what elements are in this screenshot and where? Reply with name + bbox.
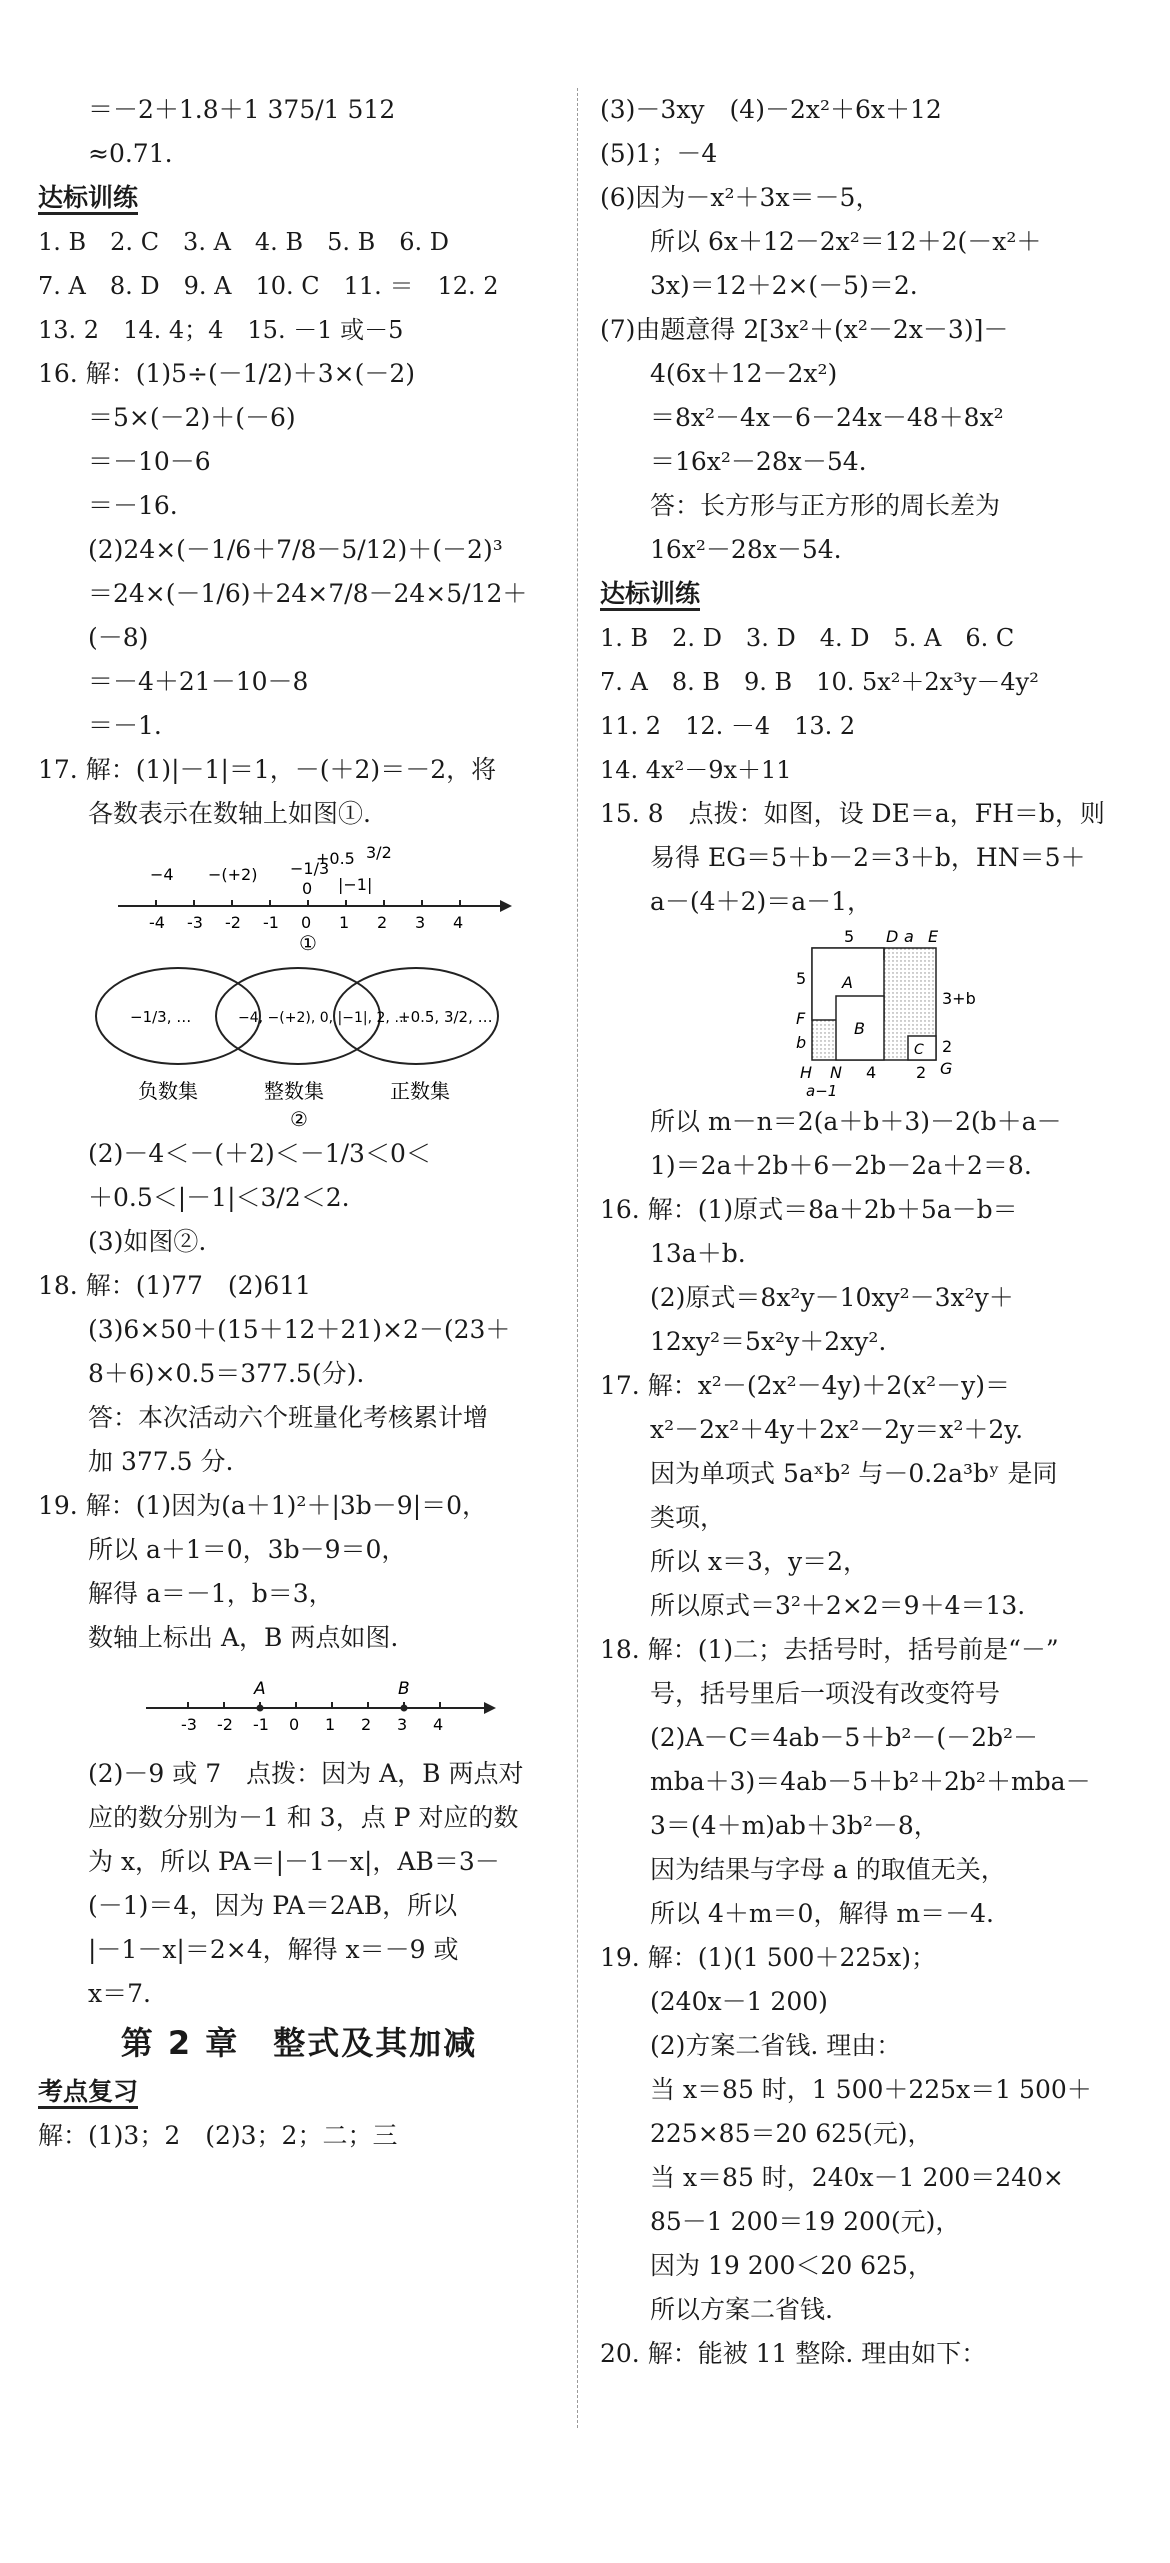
tick-label: 3 (397, 1715, 408, 1734)
fig-label: 2 (916, 1063, 927, 1082)
text-line: ＝24×(－1/6)＋24×7/8－24×5/12＋ (88, 579, 528, 608)
text-line: 1)＝2a＋2b＋6－2b－2a＋2＝8. (650, 1151, 1032, 1180)
text-line: ＝－10－6 (88, 447, 211, 476)
mark-label: −4 (150, 865, 174, 884)
text-line: ＝16x²－28x－54. (650, 447, 867, 476)
rectangle-figure (600, 924, 1120, 1100)
text-line: 16. 解：(1)5÷(－1/2)＋3×(－2) (38, 359, 415, 388)
tick-label: 0 (289, 1715, 300, 1734)
column-divider (577, 88, 578, 2428)
neg-set-items: −1/3, … (130, 1008, 192, 1026)
text-line: a－(4＋2)＝a－1， (650, 887, 873, 916)
figure-caption: ② (290, 1107, 308, 1131)
fig-label: A (842, 973, 853, 992)
text-line: 8＋6)×0.5＝377.5(分). (88, 1359, 365, 1388)
text-line: 18. 解：(1)二；去括号时，括号前是“－” (600, 1635, 1059, 1664)
text-line: (－8) (88, 623, 149, 652)
text-line: (240x－1 200) (650, 1987, 828, 2016)
fig-label: a−1 (806, 1082, 838, 1100)
answer-line: 1. B 2. D 3. D 4. D 5. A 6. C (600, 624, 1015, 652)
left-column (38, 88, 560, 2158)
text-line: ＋0.5＜|－1|＜3/2＜2. (88, 1183, 350, 1212)
text-line: 当 x＝85 时，240x－1 200＝240× (650, 2163, 1064, 2192)
text-line: 应的数分别为－1 和 3，点 P 对应的数 (88, 1803, 519, 1832)
int-set-label: 整数集 (264, 1079, 324, 1103)
section-heading: 达标训练 (38, 176, 560, 220)
text-line: 为 x，所以 PA＝|－1－x|，AB＝3－ (88, 1847, 500, 1876)
tick-label: 0 (301, 913, 312, 932)
tick-label: -2 (217, 1715, 233, 1734)
text-line: ＝－2＋1.8＋1 375/1 512 (88, 95, 396, 124)
tick-label: 3 (415, 913, 426, 932)
mark-label: −(+2) (208, 865, 258, 884)
text-line: mba＋3)＝4ab－5＋b²＋2b²＋mba－ (650, 1767, 1091, 1796)
text-line: 17. 解：x²－(2x²－4y)＋2(x²－y)＝ (600, 1371, 1011, 1400)
text-line: (7)由题意得 2[3x²＋(x²－2x－3)]－ (600, 315, 1009, 344)
tick-label: -3 (187, 913, 203, 932)
text-line: (3)如图②. (88, 1227, 207, 1256)
number-line-svg-1 (38, 836, 560, 956)
tick-label: -3 (181, 1715, 197, 1734)
tick-label: 1 (339, 913, 350, 932)
text-line: 加 377.5 分. (88, 1447, 234, 1476)
text-line: 19. 解：(1)因为(a＋1)²＋|3b－9|＝0， (38, 1491, 488, 1520)
fig-label: D (886, 927, 899, 946)
tick-label: 1 (325, 1715, 336, 1734)
text-line: ≈0.71. (88, 139, 173, 168)
text-line: ＝8x²－4x－6－24x－48＋8x² (650, 403, 1004, 432)
section-heading: 考点复习 (38, 2070, 560, 2114)
number-line-figure-2 (38, 1660, 560, 1752)
text-line: 16. 解：(1)原式＝8a＋2b＋5a－b＝ (600, 1195, 1018, 1224)
text-line: 所以方案二省钱. (650, 2295, 833, 2324)
text-line: (3)6×50＋(15＋12＋21)×2－(23＋ (88, 1315, 511, 1344)
fig-label: F (796, 1009, 806, 1028)
tick-label: -1 (253, 1715, 269, 1734)
point-b (401, 1705, 408, 1712)
text-line: ＝5×(－2)＋(－6) (88, 403, 296, 432)
text-line: (2)－4＜－(＋2)＜－1/3＜0＜ (88, 1139, 431, 1168)
tick-label: -1 (263, 913, 279, 932)
mark-label: 0 (302, 879, 313, 898)
point-b-label: B (398, 1679, 410, 1699)
text-line: |－1－x|＝2×4，解得 x＝－9 或 (88, 1935, 459, 1964)
answer-line: 7. A 8. B 9. B 10. 5x²＋2x³y－4y² (600, 668, 1039, 696)
point-a (257, 1705, 264, 1712)
right-column (600, 88, 1120, 2376)
set-diagram-figure (38, 956, 560, 1132)
mark-label: 3/2 (366, 843, 392, 862)
int-set-items: −4, −(+2), 0, |−1|, 2, … (238, 1010, 409, 1026)
tick-label: -4 (149, 913, 165, 932)
answer-line: 7. A 8. D 9. A 10. C 11. ＝ 12. 2 (38, 272, 499, 300)
text-line: ＝－1. (88, 711, 162, 740)
text-line: (2)方案二省钱. 理由： (650, 2031, 902, 2060)
answer-line: 14. 4x²－9x＋11 (600, 756, 792, 784)
tick-label: 2 (361, 1715, 372, 1734)
text-line: 号，括号里后一项没有改变符号 (650, 1679, 1001, 1708)
text-line: 20. 解：能被 11 整除. 理由如下： (600, 2339, 987, 2368)
section-heading: 达标训练 (600, 572, 1120, 616)
text-line: 13a＋b. (650, 1239, 746, 1268)
text-line: 所以 x＝3，y＝2， (650, 1547, 868, 1576)
text-line: 所以 m－n＝2(a＋b＋3)－2(b＋a－ (650, 1107, 1062, 1136)
text-line: 因为结果与字母 a 的取值无关， (650, 1855, 1006, 1884)
text-line: 18. 解：(1)77 (2)611 (38, 1271, 312, 1300)
tick-label: 4 (453, 913, 464, 932)
fig-label: E (928, 927, 939, 946)
tick-label: -2 (225, 913, 241, 932)
text-line: 85－1 200＝19 200(元)， (650, 2207, 961, 2236)
text-line: (2)原式＝8x²y－10xy²－3x²y＋ (650, 1283, 1014, 1312)
text-line: 易得 EG＝5＋b－2＝3＋b，HN＝5＋ (650, 843, 1086, 872)
fig-label: 2 (942, 1037, 953, 1056)
tick-label: 2 (377, 913, 388, 932)
text-line: ＝－16. (88, 491, 178, 520)
text-line: 16x²－28x－54. (650, 535, 842, 564)
figure-caption: ① (299, 931, 317, 955)
text-line: (2)－9 或 7 点拨：因为 A，B 两点对 (88, 1759, 524, 1788)
text-line: 所以原式＝3²＋2×2＝9＋4＝13. (650, 1591, 1026, 1620)
pos-set-label: 正数集 (390, 1079, 450, 1103)
fig-label: 5 (844, 927, 855, 946)
text-line: 15. 8 点拨：如图，设 DE＝a，FH＝b，则 (600, 799, 1105, 828)
text-line: 数轴上标出 A，B 两点如图. (88, 1623, 399, 1652)
text-line: 4(6x＋12－2x²) (650, 359, 838, 388)
text-line: 当 x＝85 时，1 500＋225x＝1 500＋ (650, 2075, 1092, 2104)
text-line: 3x)＝12＋2×(－5)＝2. (650, 271, 918, 300)
fig-label: C (914, 1042, 924, 1058)
text-line: 类项， (650, 1503, 726, 1532)
chapter-title: 第 2 章 整式及其加减 (120, 2024, 478, 2062)
text-line: x²－2x²＋4y＋2x²－2y＝x²＋2y. (650, 1415, 1024, 1444)
number-line-svg-2 (38, 1660, 560, 1752)
point-a-label: A (254, 1679, 266, 1699)
text-line: ＝－4＋21－10－8 (88, 667, 309, 696)
text-line: (2)24×(－1/6＋7/8－5/12)＋(－2)³ (88, 535, 503, 564)
text-line: 解：(1)3；2 (2)3；2；二；三 (38, 2121, 398, 2150)
fig-label: b (796, 1033, 807, 1052)
mark-label: |−1| (338, 875, 373, 894)
text-line: 所以 a＋1＝0，3b－9＝0， (88, 1535, 407, 1564)
fig-label: 3+b (942, 989, 976, 1008)
text-line: (－1)＝4，因为 PA＝2AB，所以 (88, 1891, 458, 1920)
answer-line: 1. B 2. C 3. A 4. B 5. B 6. D (38, 228, 450, 256)
text-line: (3)－3xy (4)－2x²＋6x＋12 (600, 95, 942, 124)
tick-label: 4 (433, 1715, 444, 1734)
text-line: (6)因为－x²＋3x＝－5， (600, 183, 881, 212)
answer-line: 13. 2 14. 4；4 15. －1 或－5 (38, 316, 404, 344)
mark-label: +0.5 (316, 849, 355, 868)
text-line: x＝7. (88, 1979, 151, 2008)
answer-line: 11. 2 12. －4 13. 2 (600, 712, 856, 740)
text-line: 答：本次活动六个班量化考核累计增 (88, 1403, 489, 1432)
text-line: 12xy²＝5x²y＋2xy². (650, 1327, 887, 1356)
text-line: 所以 6x＋12－2x²＝12＋2(－x²＋ (650, 227, 1042, 256)
text-line: 各数表示在数轴上如图①. (88, 799, 371, 828)
set-diagram-svg (38, 956, 560, 1132)
rectangle-svg (600, 924, 1120, 1100)
text-line: 19. 解：(1)(1 500＋225x)； (600, 1943, 937, 1972)
text-line: (2)A－C＝4ab－5＋b²－(－2b²－ (650, 1723, 1039, 1752)
text-line: 答：长方形与正方形的周长差为 (650, 491, 1001, 520)
text-line: 因为 19 200＜20 625， (650, 2251, 933, 2280)
pos-set-items: +0.5, 3/2, … (398, 1008, 493, 1026)
fig-label: 5 (796, 969, 807, 988)
neg-set-label: 负数集 (138, 1079, 198, 1103)
fig-label: H (800, 1063, 813, 1082)
text-line: 解得 a＝－1，b＝3， (88, 1579, 334, 1608)
text-line: 225×85＝20 625(元)， (650, 2119, 933, 2148)
fig-label: N (830, 1063, 842, 1082)
text-line: (5)1；－4 (600, 139, 718, 168)
number-line-figure-1 (38, 836, 560, 956)
mark-label: −1/3 (290, 859, 330, 878)
text-line: 因为单项式 5aˣb² 与－0.2a³bʸ 是同 (650, 1459, 1058, 1488)
fig-label: 4 (866, 1063, 877, 1082)
text-line: 3＝(4＋m)ab＋3b²－8， (650, 1811, 939, 1840)
fig-label: B (854, 1019, 865, 1038)
text-line: 所以 4＋m＝0，解得 m＝－4. (650, 1899, 994, 1928)
fig-label: a (904, 927, 914, 946)
text-line: 17. 解：(1)|－1|＝1，－(＋2)＝－2，将 (38, 755, 497, 784)
fig-label: G (940, 1059, 953, 1078)
